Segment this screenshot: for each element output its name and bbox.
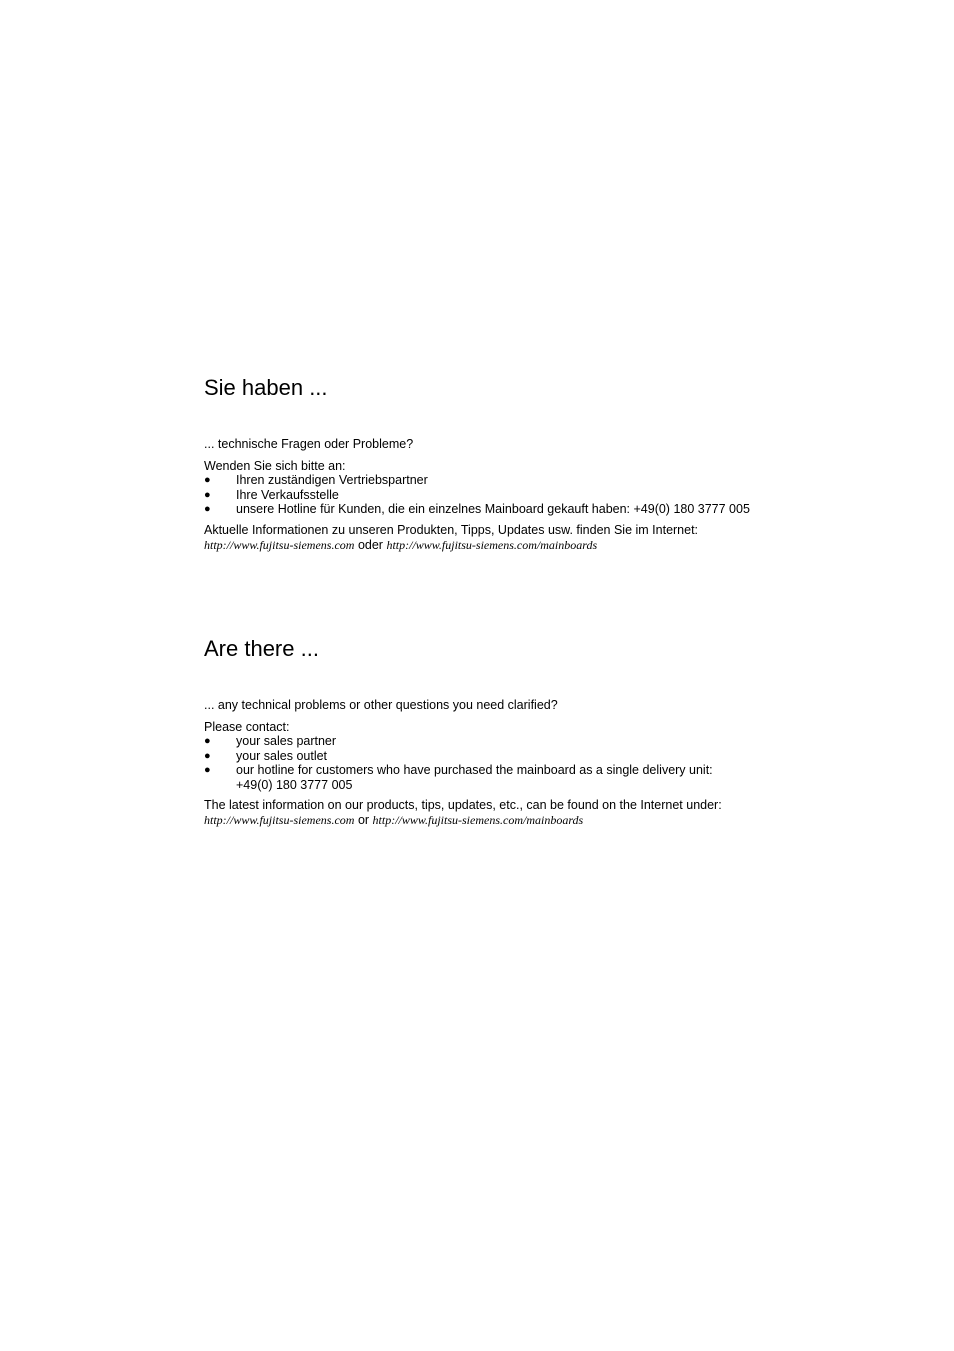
english-info-text: The latest information on our products, tips, updates, etc., can be found on the Internet under:: [204, 798, 722, 812]
bullet-icon: ●: [204, 764, 211, 776]
german-question: ... technische Fragen oder Probleme?: [204, 437, 414, 451]
list-item-text: unsere Hotline für Kunden, die ein einzelnes Mainboard gekauft haben: +49(0) 180 3777 005: [236, 502, 750, 516]
english-heading: Are there ...: [204, 636, 319, 661]
list-item-text: your sales partner: [236, 734, 337, 748]
list-item: [204, 749, 824, 764]
german-link-main[interactable]: http://www.fujitsu-siemens.com: [204, 538, 355, 552]
bullet-icon: ●: [204, 474, 211, 486]
list-item: [204, 763, 824, 792]
list-item: [204, 502, 824, 517]
english-question: ... any technical problems or other questions you need clarified?: [204, 698, 558, 712]
list-item: [204, 734, 824, 749]
english-link-connector: or: [357, 813, 370, 827]
list-item-text: our hotline for customers who have purchased the mainboard as a single delivery unit:: [236, 763, 713, 777]
hotline-number: +49(0) 180 3777 005: [236, 777, 353, 792]
list-item: [204, 473, 824, 488]
english-info-paragraph: [204, 798, 844, 828]
german-link-connector: oder: [357, 538, 383, 552]
bullet-icon: ●: [204, 735, 211, 747]
english-link-main[interactable]: http://www.fujitsu-siemens.com: [204, 813, 355, 827]
german-support-section: [204, 374, 824, 552]
list-item-text: your sales outlet: [236, 748, 328, 763]
list-item-text: Ihren zuständigen Vertriebspartner: [236, 473, 428, 487]
list-item-text: Ihre Verkaufsstelle: [236, 487, 339, 502]
german-contact-list: [204, 473, 824, 517]
german-heading: Sie haben ...: [204, 375, 328, 400]
german-info-text: Aktuelle Informationen zu unseren Produkten, Tipps, Updates usw. finden Sie im Internet:: [204, 523, 699, 537]
german-info-paragraph: [204, 523, 844, 553]
bullet-icon: ●: [204, 503, 211, 515]
list-item: [204, 488, 824, 503]
bullet-icon: ●: [204, 749, 211, 762]
german-link-mainboards[interactable]: http://www.fujitsu-siemens.com/mainboards: [386, 538, 598, 552]
english-contact-intro: Please contact:: [204, 720, 290, 734]
english-support-section: [204, 635, 824, 827]
bullet-icon: ●: [204, 488, 211, 501]
english-contact-list: [204, 734, 824, 792]
english-link-mainboards[interactable]: http://www.fujitsu-siemens.com/mainboards: [372, 813, 584, 827]
german-contact-intro: Wenden Sie sich bitte an:: [204, 459, 346, 473]
